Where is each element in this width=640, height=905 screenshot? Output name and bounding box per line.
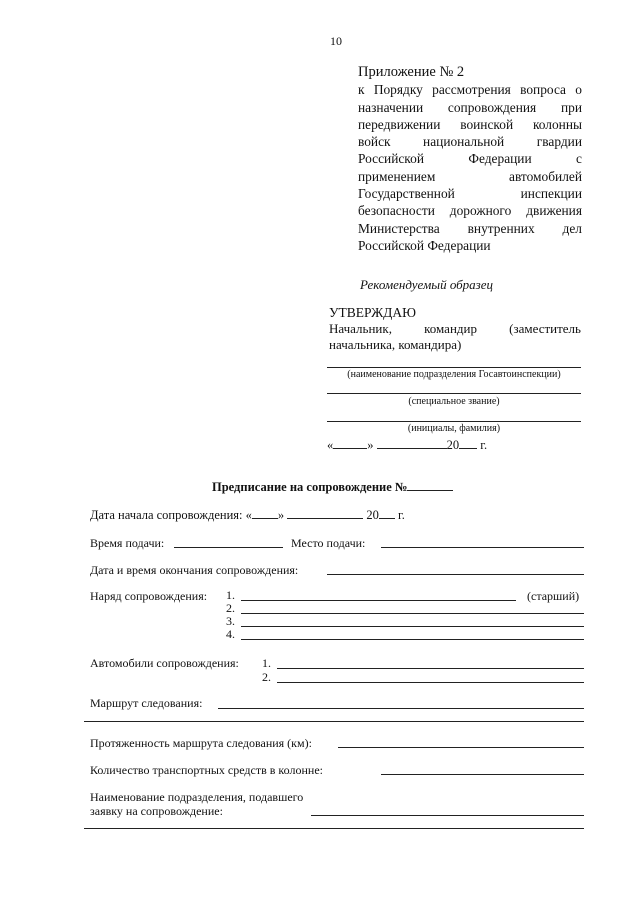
appendix-word: Государственной — [358, 186, 455, 202]
approve-position-line-2: начальника, командира) — [329, 337, 462, 352]
appendix-line — [358, 150, 582, 167]
requester-line-2[interactable] — [84, 828, 584, 829]
approve-word: командир — [424, 321, 477, 336]
approval-date — [327, 436, 487, 453]
start-date-label: Дата начала сопровождения: « — [90, 508, 252, 522]
appendix-word: национальной — [423, 134, 505, 150]
appendix-block — [358, 64, 582, 254]
vehicle-line-1[interactable] — [277, 668, 584, 669]
escort-num-3: 3. — [226, 614, 235, 628]
requester-label-line1: Наименование подразделения, подавшего — [90, 790, 304, 804]
escort-line-2[interactable] — [241, 613, 584, 614]
vehicle-num-2: 2. — [262, 670, 271, 684]
rank-line — [327, 393, 581, 394]
appendix-title: Приложение № 2 — [358, 64, 465, 80]
vehicle-count-label: Количество транспортных средств в колонне: — [90, 763, 323, 777]
appendix-word: дел — [562, 220, 582, 236]
recommended-sample-label: Рекомендуемый образец — [360, 277, 494, 292]
name-caption: (инициалы, фамилия) — [407, 423, 501, 434]
vehicle-count-blank[interactable] — [381, 774, 584, 775]
arrival-place-label: Место подачи: — [291, 536, 366, 550]
day-blank[interactable] — [333, 436, 367, 449]
month-blank[interactable] — [377, 436, 447, 449]
route-length-blank[interactable] — [338, 747, 584, 748]
year-blank[interactable] — [459, 436, 477, 449]
appendix-word: к — [358, 82, 365, 98]
appendix-last-line: Российской Федерации — [358, 237, 491, 253]
approve-word: Начальник, — [329, 321, 392, 336]
start-month-blank[interactable] — [287, 506, 363, 519]
appendix-word: о — [575, 82, 582, 98]
appendix-word: войск — [358, 134, 391, 150]
appendix-line — [358, 202, 582, 219]
appendix-line — [358, 133, 582, 150]
appendix-word: колонны — [532, 116, 582, 132]
year-suffix: г. — [480, 438, 488, 452]
start-quote-close: » — [277, 508, 285, 522]
approve-position-line — [329, 321, 581, 337]
rank-caption: (специальное звание) — [408, 396, 500, 407]
escort-num-1: 1. — [226, 588, 235, 602]
appendix-word: воинской — [460, 116, 514, 132]
appendix-line — [358, 168, 582, 185]
arrival-place-blank[interactable] — [381, 547, 584, 548]
quote-close: » — [367, 438, 374, 452]
appendix-word: рассмотрения — [432, 82, 511, 98]
form-number-blank[interactable] — [407, 478, 453, 491]
escort-num-4: 4. — [226, 627, 235, 641]
senior-label: (старший) — [527, 589, 580, 603]
appendix-word: Порядку — [373, 82, 423, 98]
appendix-word: автомобилей — [509, 168, 582, 184]
approve-word: (заместитель — [509, 321, 581, 336]
approval-block — [329, 305, 581, 353]
appendix-word: внутренних — [467, 220, 535, 236]
appendix-word: при — [560, 99, 582, 115]
start-day-blank[interactable] — [252, 506, 278, 519]
route-label: Маршрут следования: — [90, 696, 203, 710]
escort-line-4[interactable] — [241, 639, 584, 640]
vehicles-label: Автомобили сопровождения: — [90, 656, 239, 670]
appendix-word: применением — [358, 168, 436, 184]
escort-label: Наряд сопровождения: — [90, 589, 208, 603]
unit-name-line — [327, 367, 581, 368]
appendix-line — [358, 220, 582, 237]
requester-label-line2: заявку на сопровождение: — [90, 804, 223, 818]
appendix-word: безопасности — [358, 203, 435, 219]
start-date-row — [90, 506, 405, 523]
appendix-word: передвижении — [358, 116, 441, 132]
appendix-line — [358, 116, 582, 133]
start-year-blank[interactable] — [379, 506, 395, 519]
start-year-suffix: г. — [398, 508, 405, 522]
escort-num-2: 2. — [226, 601, 235, 615]
vehicle-line-2[interactable] — [277, 682, 584, 683]
appendix-word: инспекции — [520, 186, 582, 202]
escort-line-3[interactable] — [241, 626, 584, 627]
name-line — [327, 421, 581, 422]
appendix-word: с — [576, 151, 582, 167]
appendix-line — [358, 81, 582, 98]
route-length-label: Протяженность маршрута следования (км): — [90, 736, 312, 750]
vehicle-num-1: 1. — [262, 656, 271, 670]
appendix-word: сопровождения — [447, 99, 537, 115]
appendix-word: Федерации — [468, 151, 532, 167]
route-line-2[interactable] — [84, 721, 584, 722]
unit-name-caption: (наименование подразделения Госавтоинспекции) — [347, 369, 561, 380]
appendix-word: дорожного — [449, 203, 512, 219]
appendix-word: вопроса — [520, 82, 566, 98]
appendix-text — [358, 81, 582, 237]
start-year-prefix: 20 — [366, 508, 379, 522]
approve-heading: УТВЕРЖДАЮ — [329, 305, 417, 320]
form-title-text: Предписание на сопровождение № — [212, 480, 408, 494]
quote-open: « — [327, 438, 334, 452]
form-title — [212, 478, 453, 495]
arrival-time-blank[interactable] — [174, 547, 283, 548]
appendix-line — [358, 185, 582, 202]
appendix-word: движения — [526, 203, 582, 219]
end-datetime-blank[interactable] — [327, 574, 584, 575]
escort-line-1[interactable] — [241, 600, 516, 601]
end-datetime-label: Дата и время окончания сопровождения: — [90, 563, 299, 577]
year-prefix: 20 — [446, 438, 460, 452]
requester-line-1[interactable] — [311, 815, 584, 816]
arrival-time-label: Время подачи: — [90, 536, 165, 550]
appendix-word: Министерства — [358, 220, 440, 236]
route-line-1[interactable] — [218, 708, 584, 709]
appendix-word: гвардии — [536, 134, 582, 150]
appendix-word: назначении — [358, 99, 424, 115]
appendix-line — [358, 99, 582, 116]
page-number: 10 — [330, 34, 342, 48]
appendix-word: Российской — [358, 151, 424, 167]
